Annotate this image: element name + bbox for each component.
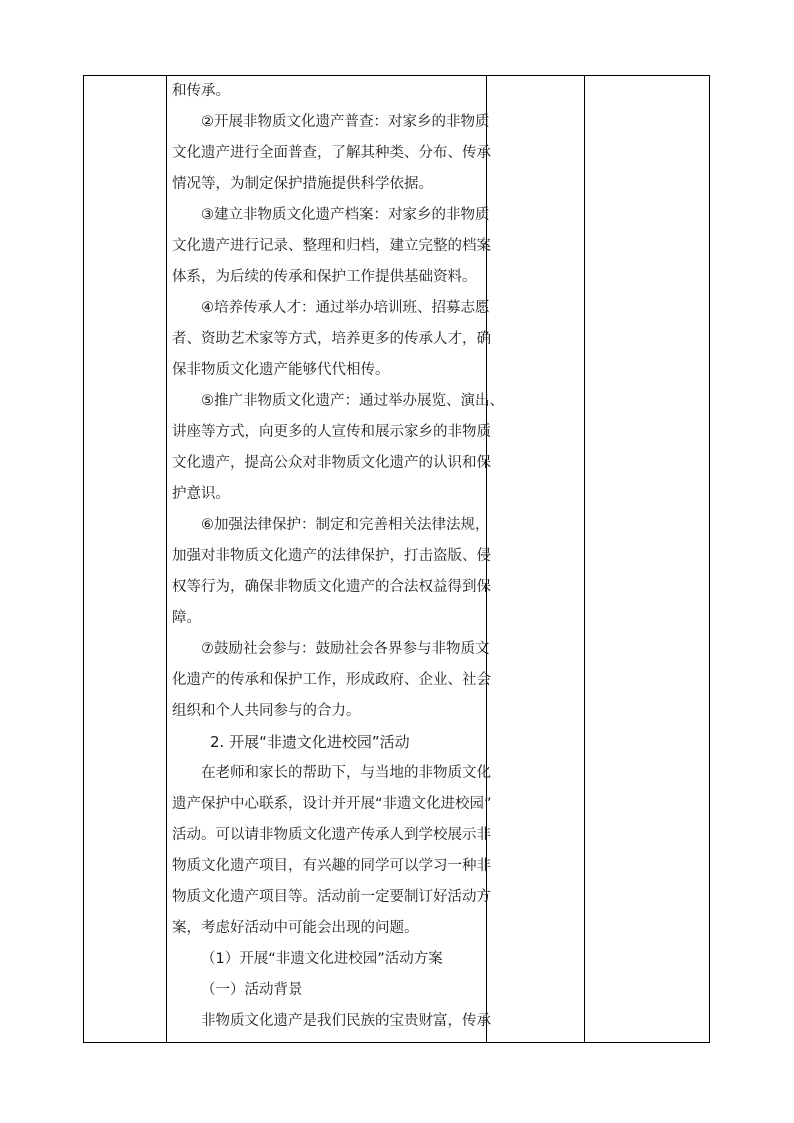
text-line: 非物质文化遗产是我们民族的宝贵财富，传承 (201, 1013, 491, 1029)
text-line: 活动。可以请非物质文化遗产传承人到学校展示非 (172, 827, 491, 843)
text-line: ④培养传承人才：通过举办培训班、招募志愿 (201, 300, 490, 316)
lesson-table (83, 75, 710, 1043)
column-divider (166, 76, 167, 1042)
text-line: 讲座等方式，向更多的人宣传和展示家乡的非物质 (172, 424, 491, 440)
text-line: 化遗产的传承和保护工作，形成政府、企业、社会 (172, 672, 491, 688)
section-heading: 2. 开展“非遗文化进校园”活动 (210, 733, 410, 751)
text-line: ②开展非物质文化遗产普查：对家乡的非物质 (201, 114, 490, 130)
text-line: 遗产保护中心联系，设计并开展“非遗文化进校园” (172, 796, 492, 812)
text-line: 文化遗产进行记录、整理和归档，建立完整的档案 (172, 238, 491, 254)
text-line: ⑦鼓励社会参与：鼓励社会各界参与非物质文 (201, 641, 490, 657)
text-line: 体系，为后续的传承和保护工作提供基础资料。 (172, 269, 477, 285)
text-line: ⑤推广非物质文化遗产：通过举办展览、演出、 (201, 393, 504, 409)
text-line: 保非物质文化遗产能够代代相传。 (172, 362, 390, 378)
text-line: 文化遗产进行全面普查，了解其种类、分布、传承 (172, 145, 491, 161)
text-line: 障。 (172, 610, 201, 626)
text-line: 物质文化遗产项目，有兴趣的同学可以学习一种非 (172, 858, 491, 874)
text-line: 在老师和家长的帮助下，与当地的非物质文化 (201, 765, 491, 781)
text-line: ③建立非物质文化遗产档案：对家乡的非物质 (201, 207, 490, 223)
text-line: （1）开展“非遗文化进校园”活动方案 (201, 951, 443, 967)
text-line: 者、资助艺术家等方式，培养更多的传承人才，确 (172, 331, 491, 347)
text-line: ⑥加强法律保护：制定和完善相关法律法规， (201, 517, 490, 533)
text-line: 权等行为，确保非物质文化遗产的合法权益得到保 (172, 579, 491, 595)
text-line: 护意识。 (172, 486, 230, 502)
text-line: 物质文化遗产项目等。活动前一定要制订好活动方 (172, 889, 491, 905)
text-line: 文化遗产，提高公众对非物质文化遗产的认识和保 (172, 455, 491, 471)
content-cell (172, 76, 504, 1037)
text-line: 情况等，为制定保护措施提供科学依据。 (172, 176, 433, 192)
text-line: （一）活动背景 (201, 982, 303, 998)
text-line: 加强对非物质文化遗产的法律保护，打击盗版、侵 (172, 548, 491, 564)
column-divider (584, 76, 585, 1042)
text-line: 组织和个人共同参与的合力。 (172, 703, 361, 719)
text-line: 和传承。 (172, 83, 230, 99)
text-line: 案，考虑好活动中可能会出现的问题。 (172, 920, 419, 936)
